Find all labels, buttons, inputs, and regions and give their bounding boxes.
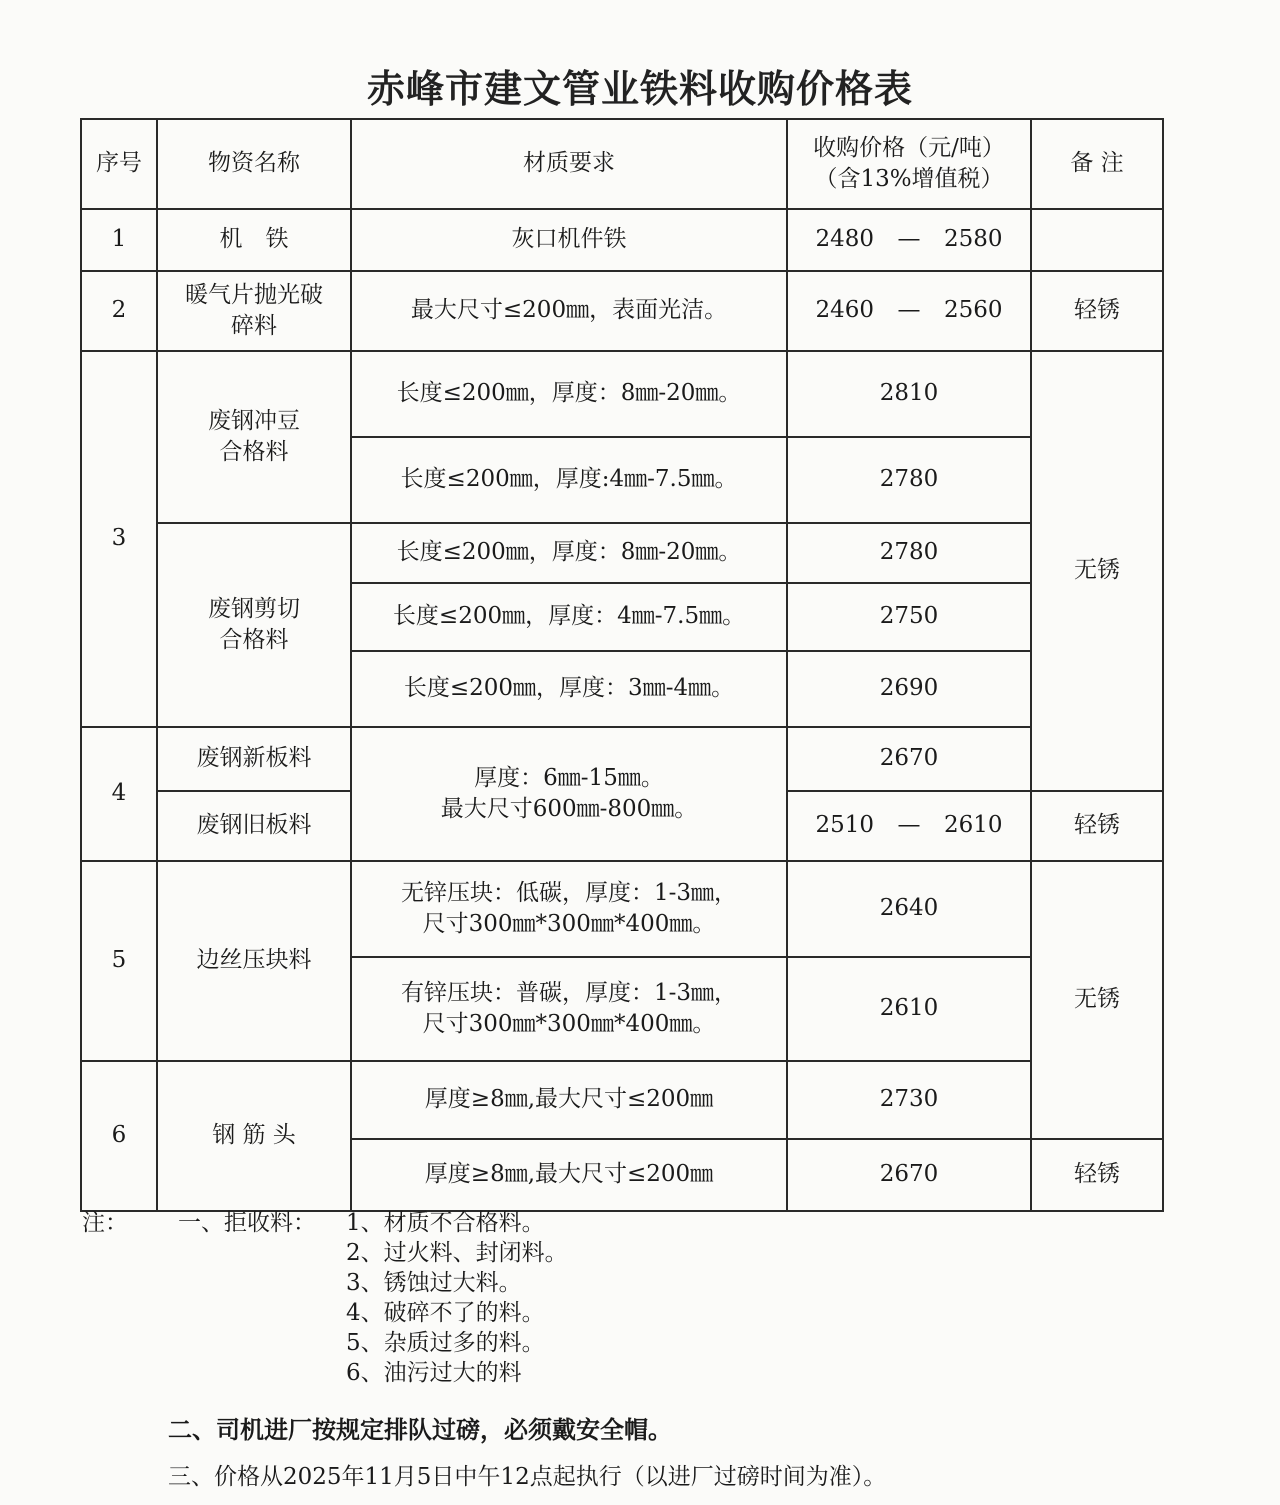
material-name: 废钢旧板料 xyxy=(157,791,351,861)
list-item: 1、材质不合格料。 xyxy=(346,1210,545,1236)
range-dash: — xyxy=(897,812,921,839)
material-spec: 灰口机件铁 xyxy=(351,209,787,271)
material-spec-line2: 最大尺寸600㎜-800㎜。 xyxy=(440,796,698,822)
price: 2750 xyxy=(787,583,1031,651)
material-spec: 长度≤200㎜，厚度：4㎜-7.5㎜。 xyxy=(351,583,787,651)
price: 2690 xyxy=(787,651,1031,727)
price-high: 2580 xyxy=(944,226,1003,253)
material-spec xyxy=(351,957,787,1061)
list-item: 2、过火料、封闭料。 xyxy=(346,1240,568,1266)
material-name: 钢 筋 头 xyxy=(157,1061,351,1211)
header-name: 物资名称 xyxy=(157,119,351,209)
remark xyxy=(1031,209,1163,271)
header-no: 序号 xyxy=(81,119,157,209)
row-no: 5 xyxy=(81,861,157,1061)
row-no: 2 xyxy=(81,271,157,351)
table-row xyxy=(81,209,1163,271)
remark: 无锈 xyxy=(1031,861,1163,1139)
material-spec xyxy=(351,727,787,861)
material-spec: 最大尺寸≤200㎜，表面光洁。 xyxy=(351,271,787,351)
material-name: 废钢新板料 xyxy=(157,727,351,791)
row-no: 4 xyxy=(81,727,157,861)
material-name-line1: 暖气片抛光破 xyxy=(185,281,323,308)
price-high: 2560 xyxy=(944,297,1003,324)
table-row xyxy=(81,351,1163,437)
material-spec: 长度≤200㎜，厚度：3㎜-4㎜。 xyxy=(351,651,787,727)
header-spec: 材质要求 xyxy=(351,119,787,209)
header-price-line2: （含13%增值税） xyxy=(814,166,1004,192)
header-row xyxy=(81,119,1163,209)
list-item: 3、锈蚀过大料。 xyxy=(346,1270,522,1296)
list-item: 5、杂质过多的料。 xyxy=(346,1330,545,1356)
price: 2730 xyxy=(787,1061,1031,1139)
material-name xyxy=(157,351,351,523)
page-title: 赤峰市建文管业铁料收购价格表 xyxy=(366,67,913,111)
material-spec-line2: 尺寸300㎜*300㎜*400㎜。 xyxy=(422,1011,716,1037)
row-no: 3 xyxy=(81,351,157,727)
remark: 无锈 xyxy=(1031,351,1163,791)
row-no: 1 xyxy=(81,209,157,271)
remark: 轻锈 xyxy=(1031,791,1163,861)
material-spec xyxy=(351,861,787,957)
price-range xyxy=(787,209,1031,271)
material-name-line2: 合格料 xyxy=(219,439,289,465)
price-low: 2460 xyxy=(815,297,874,324)
material-spec-line1: 有锌压块：普碳，厚度：1-3㎜， xyxy=(400,979,738,1006)
material-name-line2: 碎料 xyxy=(231,313,277,339)
notes-label: 注： xyxy=(82,1210,128,1236)
material-spec-line1: 无锌压块：低碳，厚度：1-3㎜， xyxy=(400,879,738,906)
material-name-line1: 废钢冲豆 xyxy=(208,407,300,434)
header-price xyxy=(787,119,1031,209)
table-row xyxy=(81,727,1163,791)
list-item: 6、油污过大的料 xyxy=(346,1360,522,1386)
material-name xyxy=(157,271,351,351)
price-range xyxy=(787,271,1031,351)
header-remark: 备 注 xyxy=(1031,119,1163,209)
material-name-line1: 废钢剪切 xyxy=(208,595,300,622)
header-price-line1: 收购价格（元/吨） xyxy=(813,134,1005,161)
driver-rule-note: 二、司机进厂按规定排队过磅，必须戴安全帽。 xyxy=(168,1416,672,1444)
material-name: 边丝压块料 xyxy=(157,861,351,1061)
list-item: 4、破碎不了的料。 xyxy=(346,1300,545,1326)
range-dash: — xyxy=(897,297,921,324)
price-low: 2480 xyxy=(815,226,874,253)
price: 2670 xyxy=(787,727,1031,791)
range-dash: — xyxy=(897,226,921,253)
price-high: 2610 xyxy=(944,812,1003,839)
material-name xyxy=(157,523,351,727)
price: 2780 xyxy=(787,523,1031,583)
table-row xyxy=(81,1061,1163,1139)
rejected-materials-heading: 一、拒收料： xyxy=(178,1210,316,1236)
price: 2610 xyxy=(787,957,1031,1061)
remark: 轻锈 xyxy=(1031,271,1163,351)
material-spec: 长度≤200㎜，厚度：8㎜-20㎜。 xyxy=(351,523,787,583)
material-spec: 长度≤200㎜，厚度:4㎜-7.5㎜。 xyxy=(351,437,787,523)
price: 2640 xyxy=(787,861,1031,957)
price: 2810 xyxy=(787,351,1031,437)
material-name-line2: 合格料 xyxy=(219,627,289,653)
price-table xyxy=(80,118,1164,1212)
table-row xyxy=(81,271,1163,351)
price: 2780 xyxy=(787,437,1031,523)
table-row xyxy=(81,523,1163,583)
material-spec-line1: 厚度：6㎜-15㎜。 xyxy=(474,764,664,791)
material-name: 机 铁 xyxy=(157,209,351,271)
material-spec: 厚度≥8㎜,最大尺寸≤200㎜ xyxy=(351,1139,787,1211)
remark: 轻锈 xyxy=(1031,1139,1163,1211)
price-low: 2510 xyxy=(815,812,874,839)
table-row xyxy=(81,861,1163,957)
price-range xyxy=(787,791,1031,861)
material-spec-line2: 尺寸300㎜*300㎜*400㎜。 xyxy=(422,911,716,937)
material-spec: 厚度≥8㎜,最大尺寸≤200㎜ xyxy=(351,1061,787,1139)
price: 2670 xyxy=(787,1139,1031,1211)
rejected-materials-list xyxy=(346,1208,568,1388)
effective-date-note: 三、价格从2025年11月5日中午12点起执行（以进厂过磅时间为准）。 xyxy=(168,1464,887,1490)
row-no: 6 xyxy=(81,1061,157,1211)
material-spec: 长度≤200㎜，厚度：8㎜-20㎜。 xyxy=(351,351,787,437)
